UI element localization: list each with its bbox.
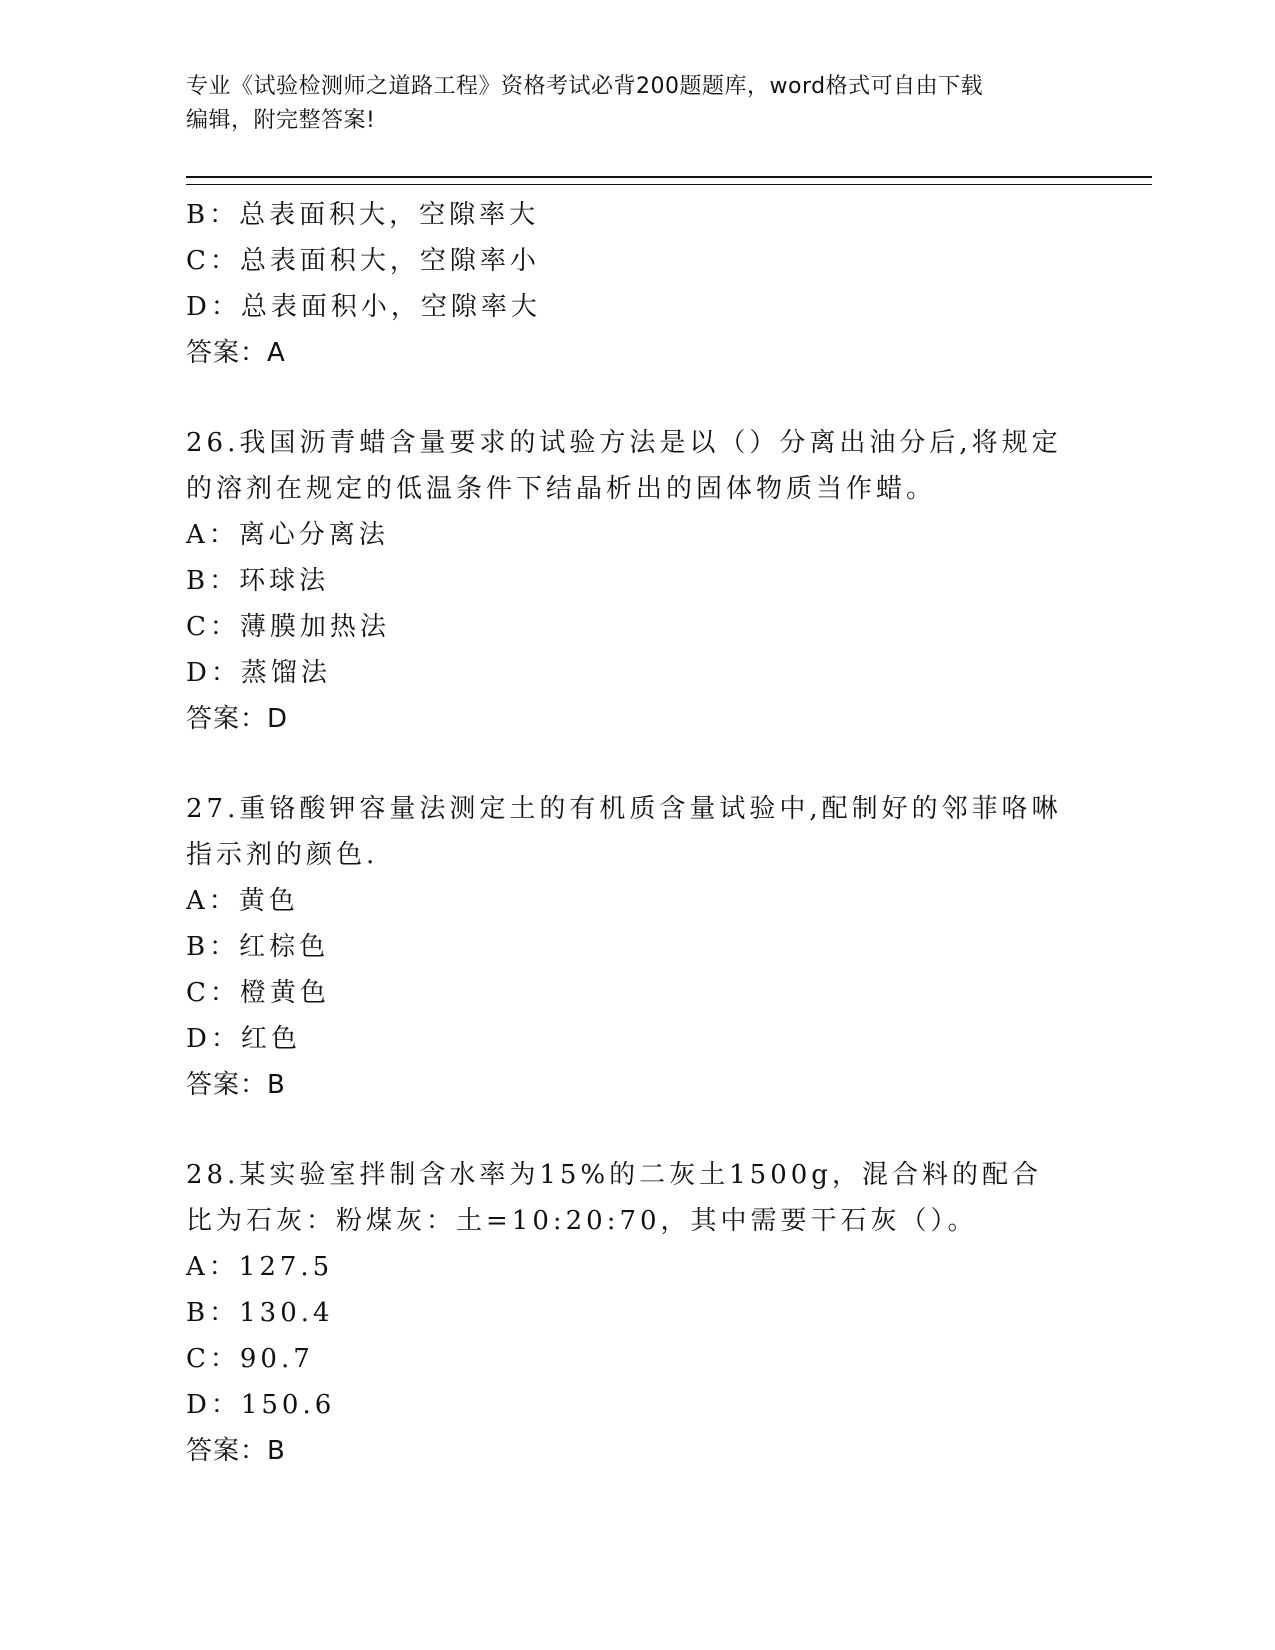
question-text: 27.重铬酸钾容量法测定土的有机质含量试验中,配制好的邻菲咯啉指示剂的颜色. xyxy=(186,794,1062,870)
option-b: B：红棕色 xyxy=(186,932,330,962)
question-28 xyxy=(186,1152,1086,1474)
question-26 xyxy=(186,420,1086,742)
option-c: C：总表面积大，空隙率小 xyxy=(186,246,540,276)
option-d: D：150.6 xyxy=(186,1390,336,1420)
option-a: A：黄色 xyxy=(186,886,299,916)
question-25 xyxy=(186,192,1086,376)
header-line-1: 专业《试验检测师之道路工程》资格考试必背200题题库，word格式可自由下载 xyxy=(186,74,984,99)
question-list xyxy=(186,192,1086,1474)
option-b: B：总表面积大，空隙率大 xyxy=(186,200,540,230)
answer: 答案：B xyxy=(186,1436,286,1466)
question-text: 28.某实验室拌制含水率为15%的二灰土1500g，混合料的配合比为石灰：粉煤灰：土=10:20:70，其中需要干石灰（）。 xyxy=(186,1160,1042,1236)
answer: 答案：B xyxy=(186,1070,286,1100)
question-27 xyxy=(186,786,1086,1108)
header-line-2: 编辑，附完整答案! xyxy=(186,108,376,133)
header-divider xyxy=(186,176,1152,185)
option-d: D：红色 xyxy=(186,1024,301,1054)
document-header xyxy=(186,70,1086,138)
answer: 答案：D xyxy=(186,704,289,734)
option-c: C：橙黄色 xyxy=(186,978,330,1008)
option-a: A：离心分离法 xyxy=(186,520,389,550)
option-a: A：127.5 xyxy=(186,1252,334,1282)
answer: 答案：A xyxy=(186,338,286,368)
option-b: B：130.4 xyxy=(186,1298,334,1328)
option-c: C：90.7 xyxy=(186,1344,314,1374)
option-c: C：薄膜加热法 xyxy=(186,612,390,642)
option-b: B：环球法 xyxy=(186,566,330,596)
option-d: D：蒸馏法 xyxy=(186,658,331,688)
option-d: D：总表面积小，空隙率大 xyxy=(186,292,541,322)
question-text: 26.我国沥青蜡含量要求的试验方法是以（）分离出油分后,将规定的溶剂在规定的低温条件下结晶析出的固体物质当作蜡。 xyxy=(186,428,1062,504)
